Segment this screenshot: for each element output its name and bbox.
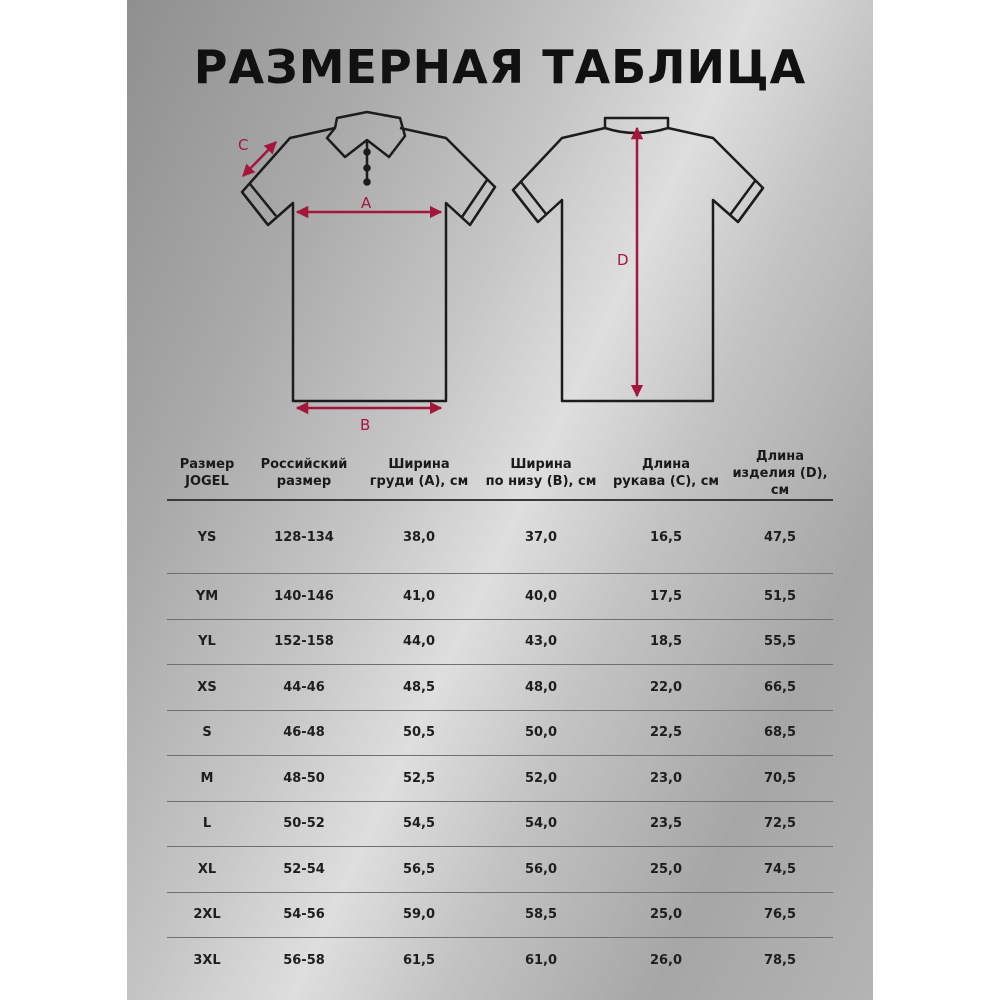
table-row bbox=[167, 938, 833, 983]
table-header-row bbox=[167, 447, 833, 500]
cell-size-jogel: XS bbox=[167, 665, 247, 711]
cell-chest-width: 44,0 bbox=[361, 619, 477, 665]
cell-chest-width: 61,5 bbox=[402, 952, 436, 968]
cell-garment-length: 55,5 bbox=[727, 619, 833, 665]
cell-russian-size: 128-134 bbox=[247, 500, 361, 574]
cell-russian-size: 48-50 bbox=[247, 756, 361, 802]
cell-russian-size: 52-54 bbox=[247, 847, 361, 893]
cell-sleeve-length: 18,5 bbox=[605, 619, 727, 665]
cell-russian-size: 56-58 bbox=[283, 952, 325, 968]
cell-russian-size: 50-52 bbox=[247, 801, 361, 847]
cell-sleeve-length: 23,0 bbox=[605, 756, 727, 802]
cell-size-jogel: YS bbox=[167, 500, 247, 574]
cell-sleeve-length: 25,0 bbox=[605, 892, 727, 938]
cell-sleeve-length: 22,5 bbox=[605, 710, 727, 756]
cell-russian-size: 152-158 bbox=[247, 619, 361, 665]
table-row bbox=[167, 665, 833, 711]
cell-sleeve-length: 17,5 bbox=[605, 574, 727, 620]
cell-russian-size: 54-56 bbox=[247, 892, 361, 938]
table-row bbox=[167, 847, 833, 893]
label-b: B bbox=[360, 416, 371, 434]
header-size-jogel: Размер JOGEL bbox=[167, 447, 247, 500]
header-garment-length: Длина изделия (D), см bbox=[727, 447, 833, 500]
cell-russian-size: 46-48 bbox=[247, 710, 361, 756]
cell-garment-length: 68,5 bbox=[727, 710, 833, 756]
cell-garment-length: 74,5 bbox=[727, 847, 833, 893]
cell-chest-width: 50,5 bbox=[361, 710, 477, 756]
table-row bbox=[167, 619, 833, 665]
cell-size-jogel: 2XL bbox=[167, 892, 247, 938]
cell-chest-width: 48,5 bbox=[361, 665, 477, 711]
size-table bbox=[167, 447, 833, 983]
cell-size-jogel: 3XL bbox=[193, 952, 221, 968]
cell-garment-length: 47,5 bbox=[727, 500, 833, 574]
cell-garment-length: 78,5 bbox=[763, 952, 797, 968]
table-row bbox=[167, 574, 833, 620]
header-sleeve-length: Длина рукава (C), см bbox=[605, 447, 727, 500]
cell-garment-length: 66,5 bbox=[727, 665, 833, 711]
polo-diagram bbox=[0, 0, 1000, 440]
cell-garment-length: 51,5 bbox=[727, 574, 833, 620]
measurement-arrows bbox=[243, 128, 637, 408]
cell-bottom-width: 58,5 bbox=[477, 892, 605, 938]
cell-chest-width: 54,5 bbox=[361, 801, 477, 847]
cell-size-jogel: S bbox=[167, 710, 247, 756]
cell-chest-width: 56,5 bbox=[361, 847, 477, 893]
cell-chest-width: 59,0 bbox=[361, 892, 477, 938]
header-russian-size: Российский размер bbox=[247, 447, 361, 500]
cell-sleeve-length: 26,0 bbox=[649, 952, 683, 968]
cell-bottom-width: 50,0 bbox=[477, 710, 605, 756]
table-row bbox=[167, 500, 833, 574]
cell-sleeve-length: 25,0 bbox=[605, 847, 727, 893]
cell-chest-width: 41,0 bbox=[361, 574, 477, 620]
cell-bottom-width: 48,0 bbox=[477, 665, 605, 711]
cell-bottom-width: 56,0 bbox=[477, 847, 605, 893]
polo-front-illustration bbox=[242, 112, 495, 401]
header-chest-width: Ширина груди (A), см bbox=[361, 447, 477, 500]
cell-sleeve-length: 23,5 bbox=[605, 801, 727, 847]
cell-bottom-width: 40,0 bbox=[477, 574, 605, 620]
cell-bottom-width: 37,0 bbox=[477, 500, 605, 574]
table-row bbox=[167, 756, 833, 802]
cell-bottom-width: 52,0 bbox=[477, 756, 605, 802]
cell-size-jogel: M bbox=[167, 756, 247, 802]
table-row bbox=[167, 710, 833, 756]
header-bottom-width: Ширина по низу (B), см bbox=[477, 447, 605, 500]
label-a: A bbox=[361, 194, 372, 212]
cell-garment-length: 70,5 bbox=[727, 756, 833, 802]
cell-russian-size: 140-146 bbox=[247, 574, 361, 620]
cell-sleeve-length: 22,0 bbox=[605, 665, 727, 711]
cell-russian-size: 44-46 bbox=[247, 665, 361, 711]
cell-garment-length: 72,5 bbox=[727, 801, 833, 847]
cell-sleeve-length: 16,5 bbox=[605, 500, 727, 574]
table-row bbox=[167, 801, 833, 847]
cell-size-jogel: L bbox=[167, 801, 247, 847]
label-c: C bbox=[238, 136, 249, 154]
cell-bottom-width: 61,0 bbox=[524, 952, 558, 968]
label-d: D bbox=[617, 251, 629, 269]
cell-bottom-width: 43,0 bbox=[477, 619, 605, 665]
page-title: РАЗМЕРНАЯ ТАБЛИЦА bbox=[193, 40, 807, 94]
cell-bottom-width: 54,0 bbox=[477, 801, 605, 847]
cell-size-jogel: YM bbox=[167, 574, 247, 620]
cell-chest-width: 38,0 bbox=[361, 500, 477, 574]
cell-size-jogel: XL bbox=[167, 847, 247, 893]
cell-garment-length: 76,5 bbox=[727, 892, 833, 938]
cell-chest-width: 52,5 bbox=[361, 756, 477, 802]
table-row bbox=[167, 892, 833, 938]
cell-size-jogel: YL bbox=[167, 619, 247, 665]
